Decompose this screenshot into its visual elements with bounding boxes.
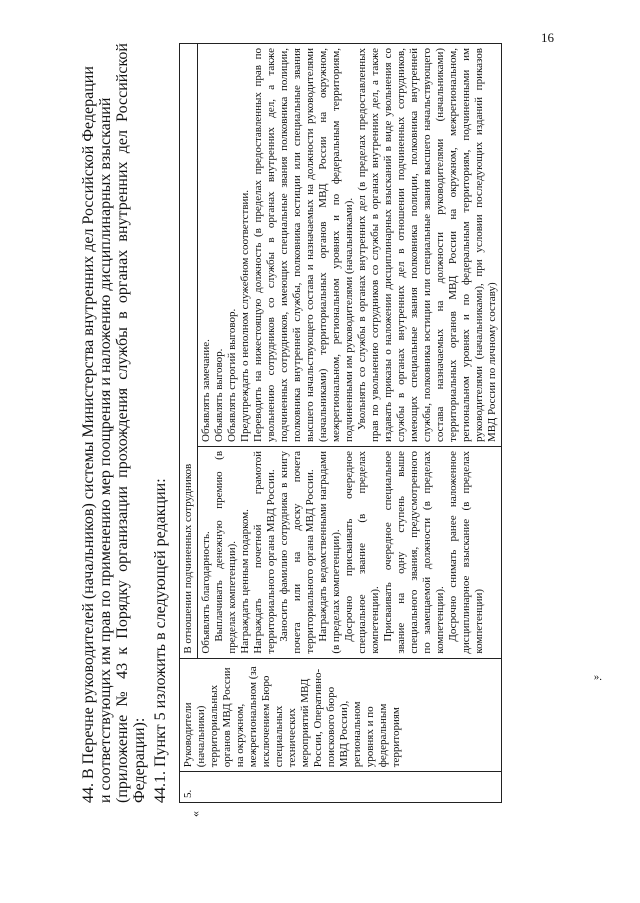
encouragement-item: Награждать почетной грамотой территориального органа МВД России. (252, 450, 277, 654)
subsection-heading: 44.1. Пункт 5 изложить в следующей редакции: (152, 478, 169, 803)
encouragement-item: Заносить фамилию сотрудника в книгу почета или на доску почета территориального органа МВД России. (278, 450, 316, 654)
encouragement-item: Присваивать очередное специальное звание на одну ступень выше специального звания, предусмотренного по замещаемой должности (в пределах компетенции). (382, 450, 446, 654)
encouragement-item: Награждать ведомственными наградами (в пределах компетенции). (317, 450, 342, 654)
section-heading (80, 43, 148, 803)
heading-line: и соответствующих им прав по применению мер поощрения и наложению дисциплинарных взысканий (97, 97, 114, 803)
opening-quote-mark: « (188, 811, 202, 817)
page-number: 16 (541, 30, 554, 45)
penalty-item: Увольнять со службы в органах внутренних дел (в пределах предоставленных прав по увольнению сотрудников со службы в органах внутренних дел, а также издавать приказы о наложении дисциплинарных взысканий в виде увольнения со службы в органах внутренних дел в отношении подчиненных сотрудников, имеющих специальные звания полковника полиции, полковника внутренней службы, полковника юстиции или специальные звания высшего начальствующего состава назначаемых на должности руководителями (начальниками) территориальных органов МВД России на окружном, межрегиональном, региональном уровнях и по федеральным территориям, подчиненными им руководителями (начальниками), при условии последующих изданий приказов МВД России по личному составу) (356, 48, 498, 442)
penalty-item: Объявлять выговор. (213, 348, 225, 442)
row-number-cell: 5. (180, 772, 502, 803)
document-body (80, 43, 620, 817)
closing-quote-mark: ». (593, 671, 602, 683)
rights-table (179, 43, 502, 803)
penalty-item: Объявлять замечание. (200, 339, 212, 442)
encouragement-item: Выплачивать денежную премию (в пределах компетенции). (213, 450, 238, 654)
heading-line: 44. В Перечне руководителей (начальников) системы Министерства внутренних дел Российской Федерации (80, 66, 97, 803)
disciplinary-penalties-cell (198, 44, 502, 447)
table-row (180, 44, 198, 803)
penalty-item: Предупреждать о неполном служебном соответствии. (239, 189, 251, 442)
heading-line: (приложение № 43 к Порядку организации прохождения службы в органах внутренних дел Российской Федерации): (114, 43, 148, 803)
encouragement-item: Награждать ценным подарком. (239, 509, 251, 654)
encouragement-item: Досрочно присваивать очередное специальное звание (в пределах компетенции). (343, 450, 381, 654)
encouragement-measures-cell (198, 446, 502, 658)
penalty-item: Переводить на нижестоящую должность (в пределах предоставленных прав по увольнению сотрудников со службы в органах внутренних дел, а также подчиненных сотрудников, имеющих специальные звания полковника полиции, полковника внутренней службы, полковника юстиции или специальные звания высшего начальствующего состава и назначаемых на должности руководителями (начальниками) территориальных органов МВД России на окружном, межрегиональном, региональном уровнях и по федеральным территориям, подчиненными им руководителями (начальниками). (252, 48, 355, 442)
subordinates-header: В отношении подчиненных сотрудников (180, 44, 198, 659)
encouragement-item: Объявлять благодарность. (200, 531, 212, 654)
encouragement-item: Досрочно снимать ранее наложенное дисциплинарное взыскание (в пределах компетенции) (447, 450, 485, 654)
head-position-cell: Руководители (начальники) территориальных органов МВД России на окружном, межрегиональном (за исключением Бюро специальных технических мероприятий МВД России, Оперативно-поискового бюро МВД России), региональном уровнях и по федеральным территориям (180, 658, 502, 772)
penalty-item: Объявлять строгий выговор. (226, 308, 238, 442)
